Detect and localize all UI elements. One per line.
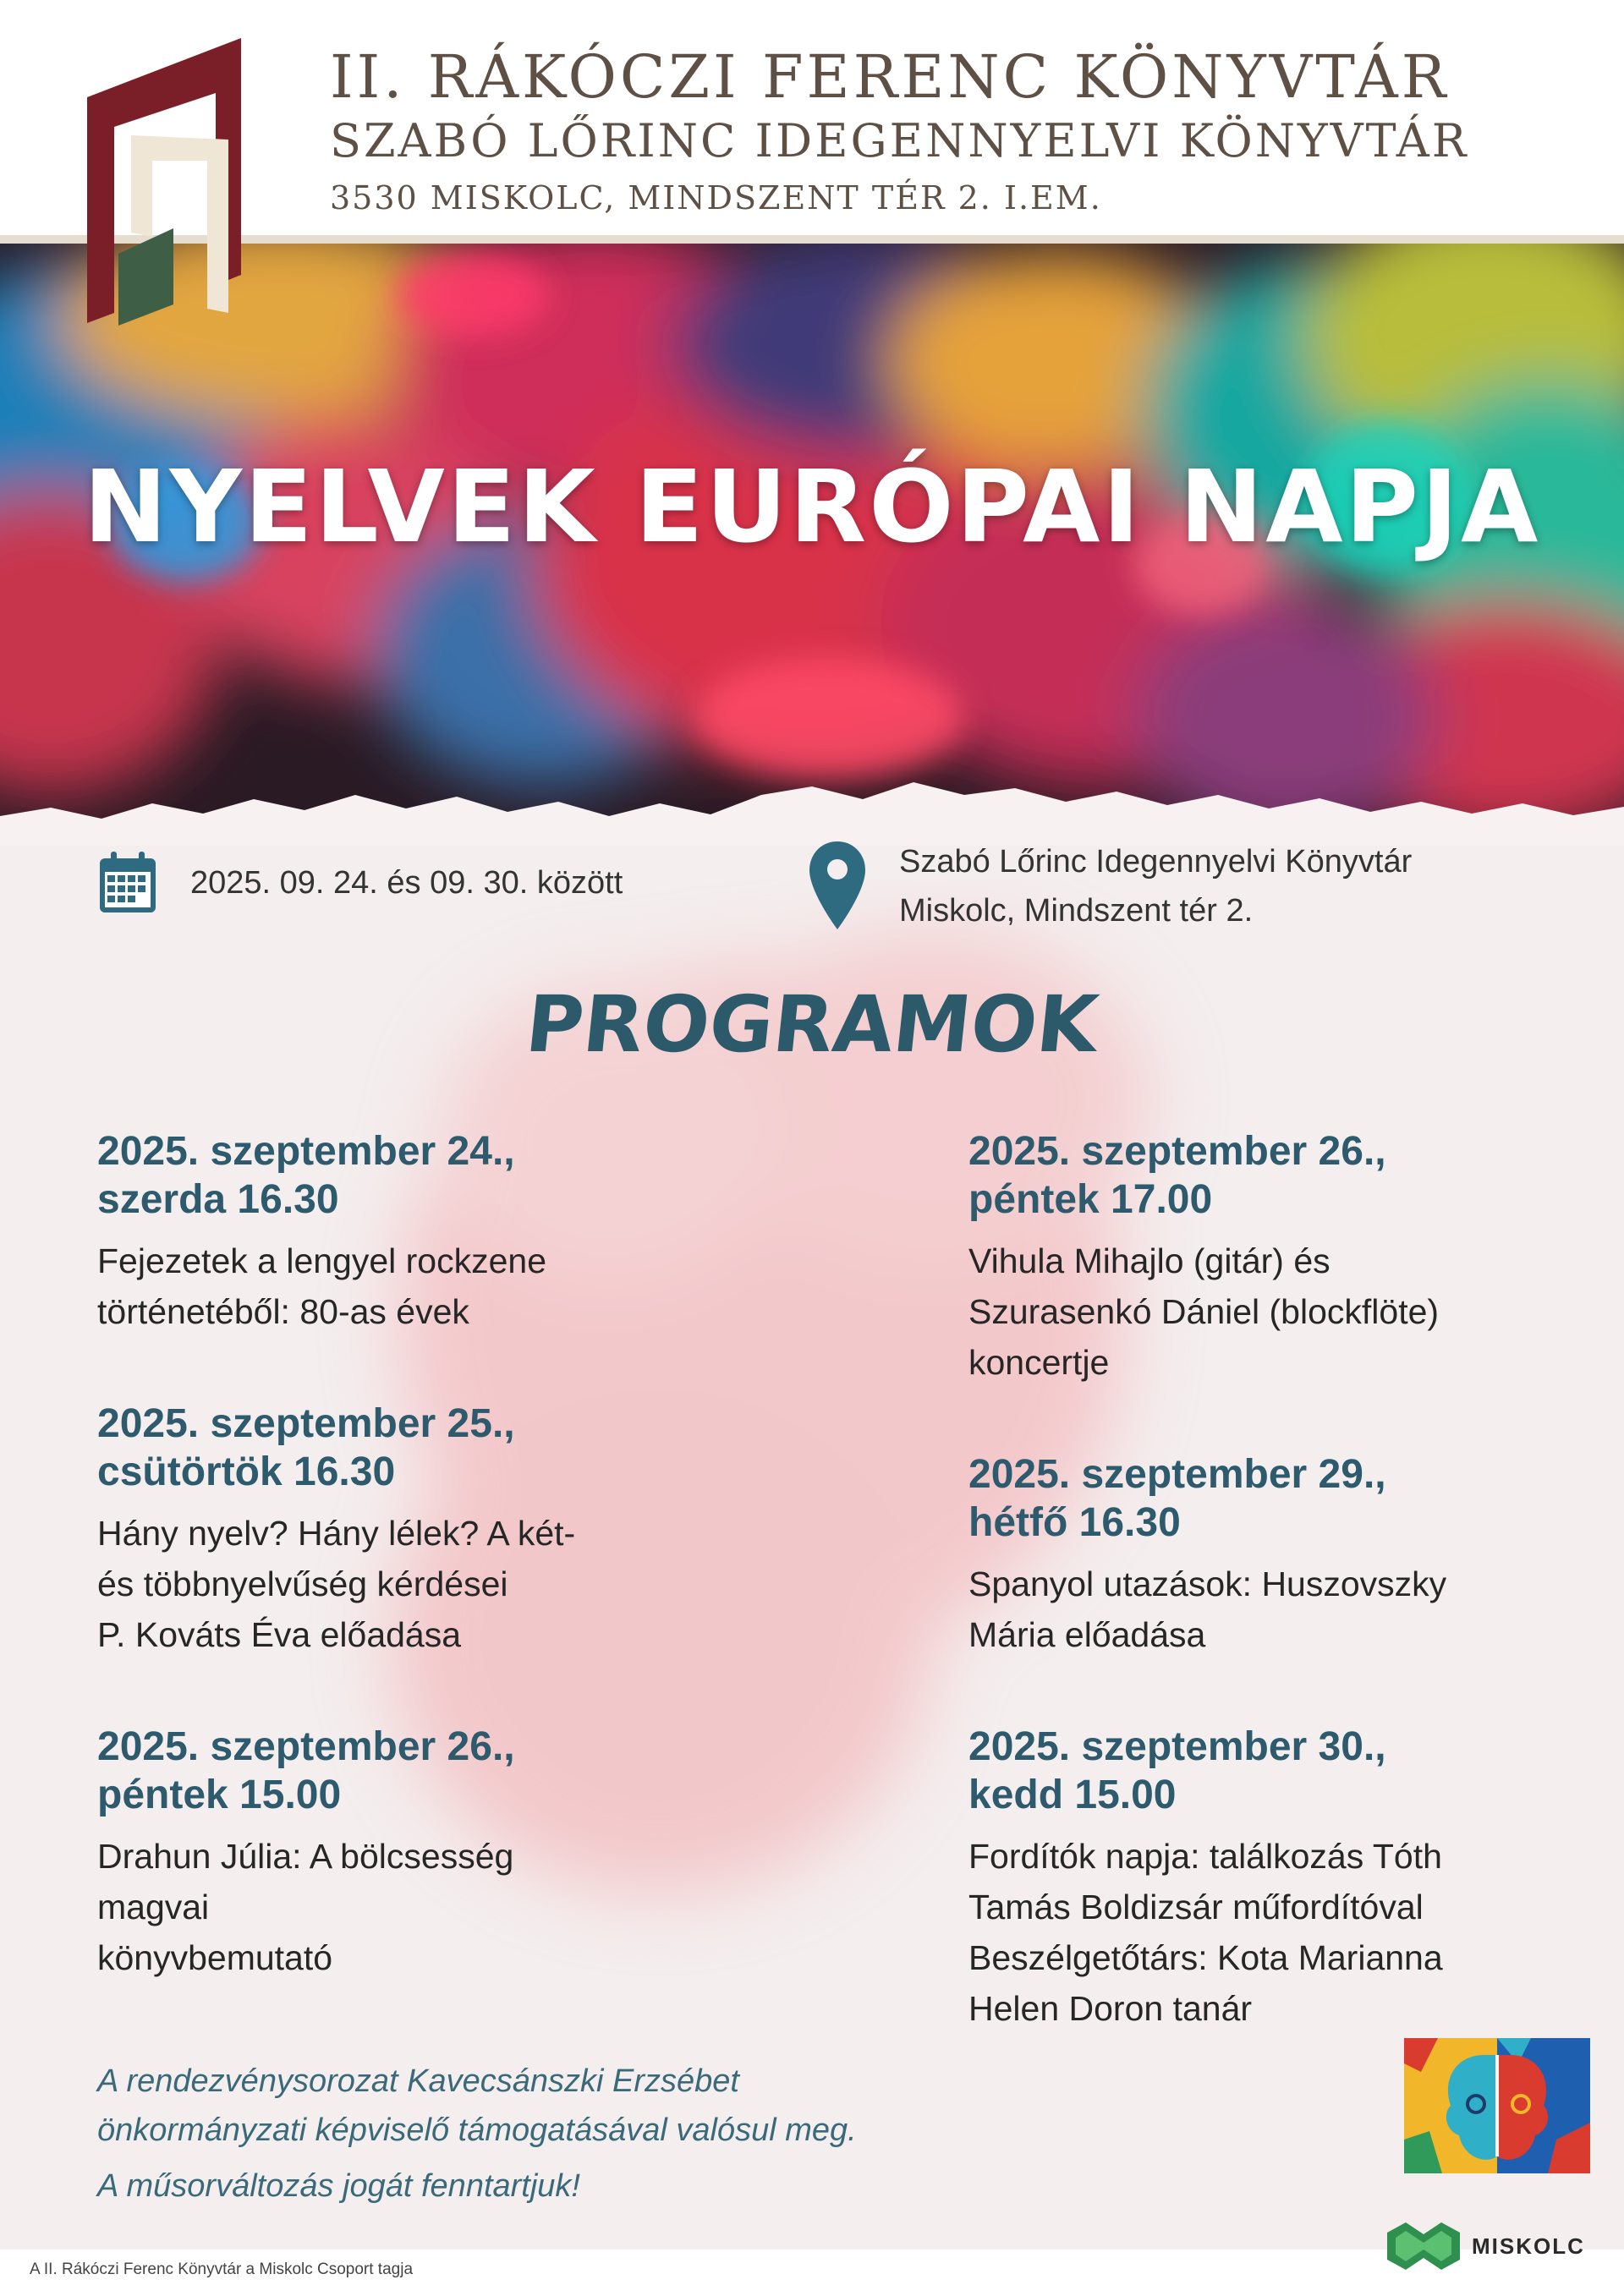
footnote	[97, 2057, 1197, 2217]
program-day-time: csütörtök 16.30	[97, 1449, 396, 1494]
program-date: 2025. szeptember 25.,	[97, 1401, 515, 1446]
european-day-of-languages-logo	[1404, 2038, 1590, 2173]
program-item	[97, 1723, 740, 1983]
library-logo	[80, 34, 250, 326]
programs-heading: PROGRAMOK	[521, 979, 1103, 1070]
program-description: Fejezetek a lengyel rockzene történetéből: 80-as évek	[97, 1241, 547, 1331]
date-range: 2025. 09. 24. és 09. 30. között	[190, 865, 623, 901]
library-address: 3530 MISKOLC, MINDSZENT TÉR 2. I.EM.	[330, 179, 1102, 216]
program-date: 2025. szeptember 24.,	[97, 1129, 515, 1174]
program-description: Drahun Júlia: A bölcsesség magvai könyvbemutató	[97, 1837, 514, 1977]
program-description: Spanyol utazások: Huszovszky Mária előadása	[968, 1564, 1447, 1654]
program-date: 2025. szeptember 26.,	[97, 1724, 515, 1769]
program-day-time: szerda 16.30	[97, 1177, 339, 1222]
event-title: NYELVEK EURÓPAI NAPJA	[83, 448, 1541, 565]
program-description: Hány nyelv? Hány lélek? A két- és többnyelvűség kérdései P. Kováts Éva előadása	[97, 1514, 576, 1654]
program-date: 2025. szeptember 30.,	[968, 1724, 1386, 1769]
institution-name: II. RÁKÓCZI FERENC KÖNYVTÁR	[330, 42, 1450, 112]
location-address: Miskolc, Mindszent tér 2.	[899, 893, 1254, 929]
program-day-time: hétfő 16.30	[968, 1500, 1181, 1545]
location-name: Szabó Lőrinc Idegennyelvi Könyvtár	[899, 844, 1413, 879]
sub-library-name: SZABÓ LŐRINC IDEGENNYELVI KÖNYVTÁR	[330, 114, 1469, 167]
program-item	[97, 1400, 740, 1660]
program-description: Vihula Mihajlo (gitár) és Szurasenkó Dániel (blockflöte) koncertje	[968, 1241, 1440, 1382]
program-date: 2025. szeptember 29.,	[968, 1452, 1386, 1497]
programs-right-column	[968, 1127, 1611, 2034]
date-info	[97, 850, 623, 916]
location-text	[899, 837, 1412, 935]
disclaimer: A műsorváltozás jogát fenntartjuk!	[97, 2168, 580, 2204]
location-pin-icon	[808, 840, 867, 933]
calendar-icon	[97, 850, 158, 916]
miskolc-mark-icon	[1387, 2222, 1460, 2270]
group-membership-text: A II. Rákóczi Ferenc Könyvtár a Miskolc Csoport tagja	[30, 2260, 414, 2278]
program-item	[968, 1450, 1611, 1660]
program-date: 2025. szeptember 26.,	[968, 1129, 1386, 1174]
program-item	[968, 1723, 1611, 2034]
sponsor-line-1: A rendezvénysorozat Kavecsánszki Erzsébet	[97, 2063, 739, 2099]
program-item	[968, 1127, 1611, 1388]
program-item	[97, 1127, 740, 1337]
location-info	[808, 837, 1412, 935]
program-description: Fordítók napja: találkozás Tóth Tamás Boldizsár műfordítóval Beszélgetőtárs: Kota Marianna Helen Doron tanár	[968, 1837, 1443, 2028]
sponsor-line-2: önkormányzati képviselő támogatásával valósul meg.	[97, 2112, 857, 2148]
program-day-time: kedd 15.00	[968, 1773, 1177, 1817]
miskolc-logo	[1387, 2222, 1585, 2270]
program-day-time: péntek 15.00	[97, 1773, 342, 1817]
program-day-time: péntek 17.00	[968, 1177, 1213, 1222]
programs-left-column	[97, 1127, 740, 1983]
miskolc-brand-text: MISKOLC	[1472, 2233, 1585, 2259]
